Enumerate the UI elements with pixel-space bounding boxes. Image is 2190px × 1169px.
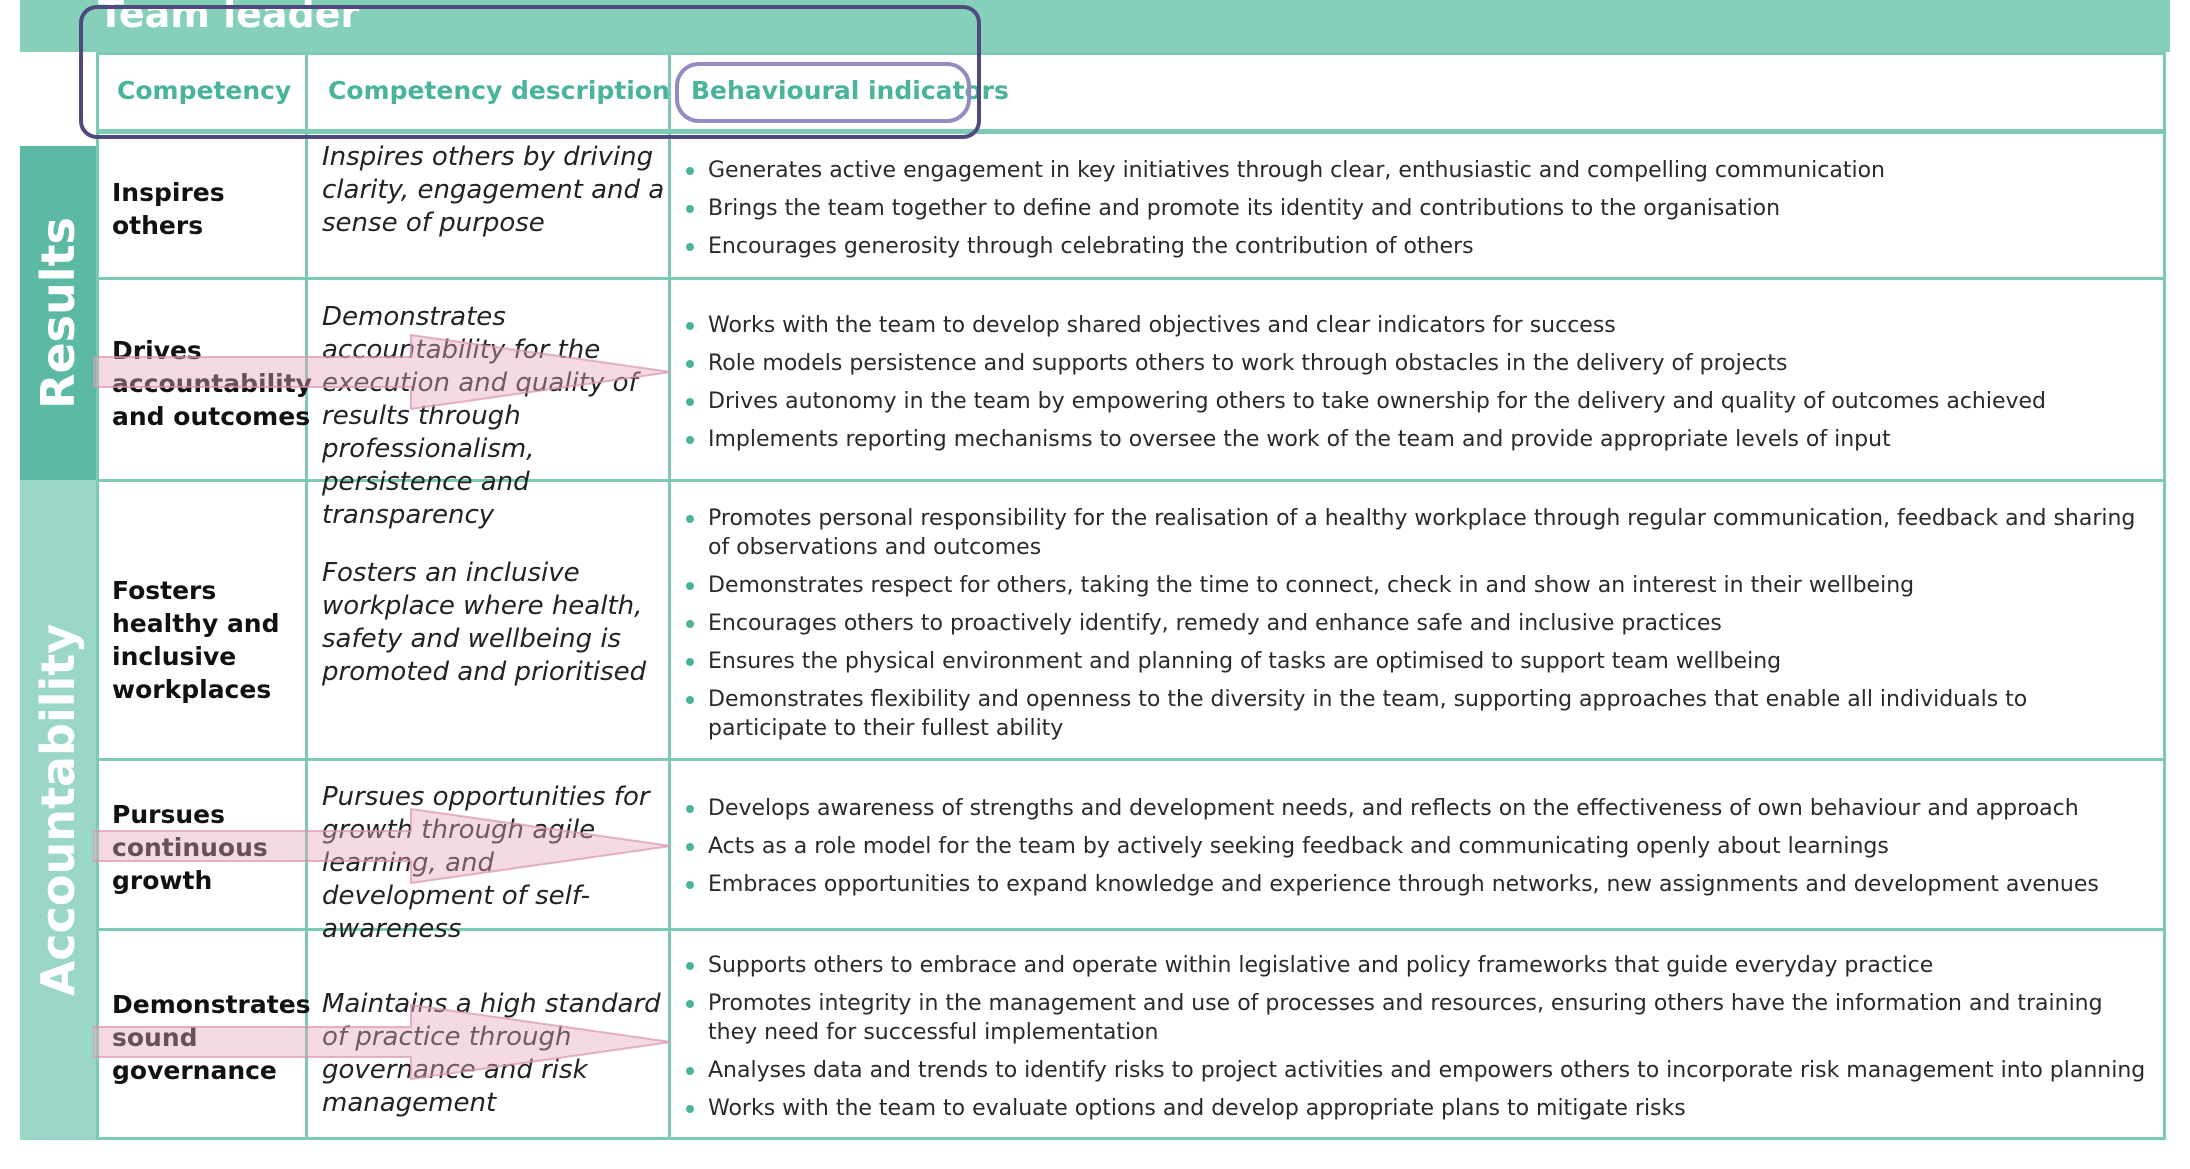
description-fosters-healthy: Fosters an inclusive workplace where health, safety and wellbeing is promoted and prioritised	[322, 558, 647, 687]
header-competency: Competency	[117, 76, 292, 105]
annotation-arrow-icon	[93, 1002, 673, 1082]
list-item	[682, 647, 2147, 676]
indicator-list	[682, 311, 2147, 463]
competency-pursues-growth: Pursues continuous growth	[112, 800, 268, 895]
divider	[2163, 52, 2166, 1140]
list-item	[682, 194, 2147, 223]
list-item	[682, 387, 2147, 416]
indicator-text: Brings the team together to define and promote its identity and contributions to the organisation	[708, 196, 1781, 221]
bullet-icon	[686, 398, 694, 406]
list-item	[682, 951, 2147, 980]
highlight-oval	[675, 62, 971, 123]
list-item	[682, 794, 2147, 823]
indicator-text: Drives autonomy in the team by empowering others to take ownership for the delivery and quality of outcomes achieved	[708, 389, 2047, 414]
bullet-icon	[686, 322, 694, 330]
divider	[96, 758, 2166, 761]
bullet-icon	[686, 658, 694, 666]
description-sound-governance: Maintains a high standard of practice through governance and risk management	[322, 989, 661, 1118]
indicator-text: Promotes personal responsibility for the realisation of a healthy workplace through regular communication, feedback and sharing of observations and outcomes	[708, 506, 2136, 560]
bullet-icon	[686, 167, 694, 175]
bullet-icon	[686, 582, 694, 590]
indicator-text: Develops awareness of strengths and development needs, and reflects on the effectiveness of own behaviour and approach	[708, 796, 2079, 821]
indicator-text: Supports others to embrace and operate within legislative and policy frameworks that guide everyday practice	[708, 953, 1934, 978]
header-description: Competency description	[328, 76, 670, 105]
indicator-list	[682, 504, 2147, 752]
indicator-text: Embraces opportunities to expand knowledge and experience through networks, new assignments and development avenues	[708, 872, 2099, 897]
bullet-icon	[686, 881, 694, 889]
list-item	[682, 311, 2147, 340]
list-item	[682, 989, 2147, 1047]
indicator-text: Role models persistence and supports others to work through obstacles in the delivery of projects	[708, 351, 1788, 376]
indicator-text: Implements reporting mechanisms to oversee the work of the team and provide appropriate levels of input	[708, 427, 1891, 452]
annotation-arrow-icon	[93, 332, 673, 412]
list-item	[682, 232, 2147, 261]
bullet-icon	[686, 205, 694, 213]
divider	[668, 52, 671, 1140]
list-item	[682, 870, 2147, 899]
bullet-icon	[686, 962, 694, 970]
list-item	[682, 504, 2147, 562]
indicator-text: Demonstrates respect for others, taking the time to connect, check in and show an interest in their wellbeing	[708, 573, 1915, 598]
bullet-icon	[686, 1000, 694, 1008]
indicator-list	[682, 794, 2147, 908]
bullet-icon	[686, 243, 694, 251]
divider	[96, 52, 99, 1140]
bullet-icon	[686, 620, 694, 628]
bullet-icon	[686, 843, 694, 851]
list-item	[682, 1094, 2147, 1123]
indicator-text: Generates active engagement in key initiatives through clear, enthusiastic and compelling communication	[708, 158, 1885, 183]
list-item	[682, 609, 2147, 638]
header-indicators: Behavioural indicators	[691, 76, 1009, 105]
bullet-icon	[686, 1105, 694, 1113]
indicator-list	[682, 156, 2147, 270]
divider	[96, 1137, 2166, 1140]
description-pursues-growth: Pursues opportunities for growth through agile learning, and development of self-awareness	[322, 782, 650, 944]
group-band-results	[20, 146, 96, 480]
list-item	[682, 685, 2147, 743]
indicator-text: Works with the team to evaluate options and develop appropriate plans to mitigate risks	[708, 1096, 1686, 1121]
indicator-text: Promotes integrity in the management and use of processes and resources, ensuring others have the information and training they need for successful implementation	[708, 991, 2103, 1045]
bullet-icon	[686, 805, 694, 813]
bullet-icon	[686, 515, 694, 523]
group-label-results: Results	[31, 217, 85, 409]
list-item	[682, 156, 2147, 185]
competency-sound-governance: Demonstrates sound governance	[112, 990, 311, 1085]
indicator-text: Demonstrates flexibility and openness to the diversity in the team, supporting approaches that enable all individuals to participate to their fullest ability	[708, 687, 2028, 741]
description-drives-accountability: Demonstrates accountability for the execution and quality of results through professionalism, persistence and transparency	[322, 302, 638, 530]
description-inspires-others: Inspires others by driving clarity, engagement and a sense of purpose	[322, 142, 665, 238]
indicator-text: Encourages others to proactively identify, remedy and enhance safe and inclusive practices	[708, 611, 1722, 636]
indicator-list	[682, 951, 2147, 1132]
group-band-accountability	[20, 480, 96, 1140]
competency-inspires-others: Inspires others	[112, 178, 225, 240]
bullet-icon	[686, 1067, 694, 1075]
indicator-text: Ensures the physical environment and planning of tasks are optimised to support team wellbeing	[708, 649, 1782, 674]
indicator-text: Analyses data and trends to identify risks to project activities and empowers others to incorporate risk management into planning	[708, 1058, 2146, 1083]
bullet-icon	[686, 696, 694, 704]
page-title: Team leader	[98, 0, 360, 36]
indicator-text: Encourages generosity through celebrating the contribution of others	[708, 234, 1474, 259]
indicator-text: Works with the team to develop shared objectives and clear indicators for success	[708, 313, 1616, 338]
list-item	[682, 425, 2147, 454]
bullet-icon	[686, 436, 694, 444]
list-item	[682, 571, 2147, 600]
bullet-icon	[686, 360, 694, 368]
annotation-arrow-icon	[93, 806, 673, 886]
indicator-text: Acts as a role model for the team by actively seeking feedback and communicating openly about learnings	[708, 834, 1889, 859]
list-item	[682, 349, 2147, 378]
group-label-accountability: Accountability	[31, 623, 85, 997]
divider	[96, 277, 2166, 280]
list-item	[682, 1056, 2147, 1085]
competency-fosters-healthy: Fosters healthy and inclusive workplaces	[112, 576, 280, 704]
list-item	[682, 832, 2147, 861]
competency-drives-accountability: Drives accountability and outcomes	[112, 336, 312, 431]
